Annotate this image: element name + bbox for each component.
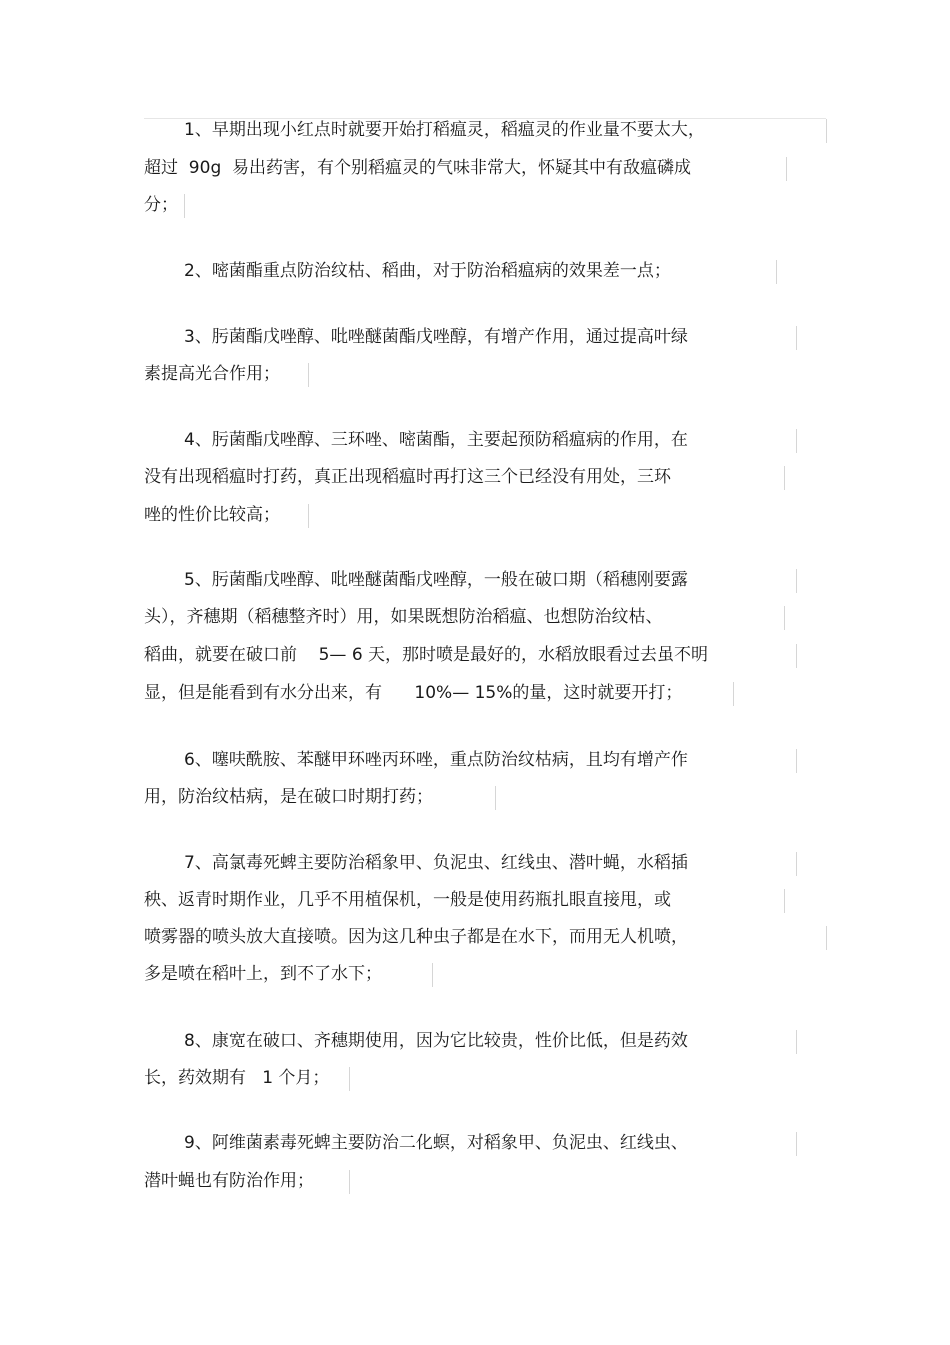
line-end-marker — [786, 157, 787, 181]
paragraph-line: 7、高氯毒死蜱主要防治稻象甲、负泥虫、红线虫、潜叶蝇，水稻插 — [184, 853, 688, 873]
paragraph-line: 秧、返青时期作业，几乎不用植保机，一般是使用药瓶扎眼直接甩，或 — [144, 890, 671, 910]
paragraph-line: 素提高光合作用； — [144, 364, 280, 384]
line-end-marker — [796, 429, 797, 453]
line-end-marker — [796, 852, 797, 876]
paragraph-line: 5、肟菌酯戊唑醇、吡唑醚菌酯戊唑醇，一般在破口期（稻穗刚要露 — [184, 570, 688, 590]
line-end-marker — [308, 363, 309, 387]
line-end-marker — [784, 606, 785, 630]
line-end-marker — [308, 504, 309, 528]
paragraph-line: 1、早期出现小红点时就要开始打稻瘟灵，稻瘟灵的作业量不要太大， — [184, 120, 705, 140]
paragraph-line: 9、阿维菌素毒死蜱主要防治二化螟，对稻象甲、负泥虫、红线虫、 — [184, 1133, 688, 1153]
paragraph-line: 多是喷在稻叶上，到不了水下； — [144, 964, 382, 984]
paragraph-line: 6、噻呋酰胺、苯醚甲环唑丙环唑，重点防治纹枯病，且均有增产作 — [184, 750, 688, 770]
line-end-marker — [784, 889, 785, 913]
paragraph-line: 没有出现稻瘟时打药，真正出现稻瘟时再打这三个已经没有用处，三环 — [144, 467, 671, 487]
line-end-marker — [784, 466, 785, 490]
paragraph-line: 分； — [144, 195, 178, 215]
paragraph-line: 3、肟菌酯戊唑醇、吡唑醚菌酯戊唑醇，有增产作用，通过提高叶绿 — [184, 327, 688, 347]
paragraph-line: 用，防治纹枯病，是在破口时期打药； — [144, 787, 433, 807]
line-end-marker — [495, 786, 496, 810]
paragraph-line: 8、康宽在破口、齐穗期使用，因为它比较贵，性价比低，但是药效 — [184, 1031, 688, 1051]
paragraph-line: 长，药效期有 1 个月； — [144, 1068, 330, 1088]
line-end-marker — [776, 260, 777, 284]
line-end-marker — [349, 1067, 350, 1091]
line-end-marker — [349, 1170, 350, 1194]
paragraph-line: 2、嘧菌酯重点防治纹枯、稻曲，对于防治稻瘟病的效果差一点； — [184, 261, 671, 281]
paragraph-line: 显，但是能看到有水分出来，有 10%— 15%的量，这时就要开打； — [144, 683, 683, 703]
line-end-marker — [796, 749, 797, 773]
paragraph-line: 潜叶蝇也有防治作用； — [144, 1171, 314, 1191]
line-end-marker — [826, 926, 827, 950]
line-end-marker — [796, 326, 797, 350]
line-end-marker — [796, 1030, 797, 1054]
line-end-marker — [826, 119, 827, 143]
paragraph-line: 超过 90g 易出药害，有个别稻瘟灵的气味非常大，怀疑其中有敌瘟磷成 — [144, 158, 692, 178]
paragraph-line: 4、肟菌酯戊唑醇、三环唑、嘧菌酯，主要起预防稻瘟病的作用，在 — [184, 430, 688, 450]
line-end-marker — [796, 644, 797, 668]
paragraph-line: 唑的性价比较高； — [144, 505, 280, 525]
line-end-marker — [432, 963, 433, 987]
line-end-marker — [796, 1132, 797, 1156]
paragraph-line: 头），齐穗期（稻穗整齐时）用，如果既想防治稻瘟、也想防治纹枯、 — [144, 607, 663, 627]
line-end-marker — [733, 682, 734, 706]
line-end-marker — [184, 194, 185, 218]
paragraph-line: 喷雾器的喷头放大直接喷。因为这几种虫子都是在水下，而用无人机喷， — [144, 927, 688, 947]
paragraph-line: 稻曲，就要在破口前 5— 6 天，那时喷是最好的，水稻放眼看过去虽不明 — [144, 645, 709, 665]
line-end-marker — [796, 569, 797, 593]
